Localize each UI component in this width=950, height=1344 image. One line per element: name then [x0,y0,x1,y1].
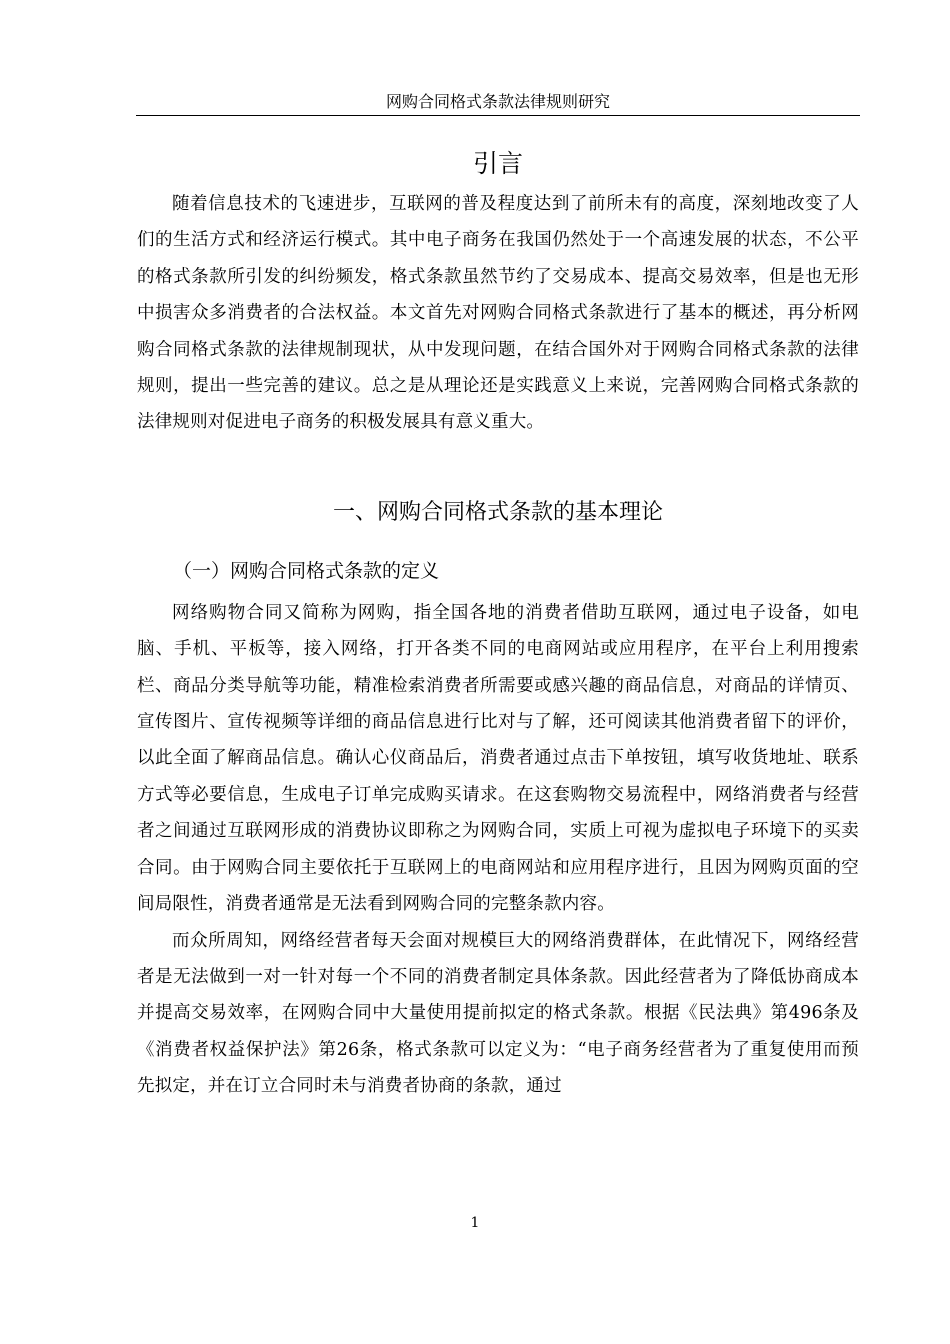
intro-paragraph: 随着信息技术的飞速进步，互联网的普及程度达到了前所未有的高度，深刻地改变了人们的生活方式和经济运行模式。其中电子商务在我国仍然处于一个高速发展的状态，不公平的格式条款所引发的纠纷频发，格式条款虽然节约了交易成本、提高交易效率，但是也无形中损害众多消费者的合法权益。本文首先对网购合同格式条款进行了基本的概述，再分析网购合同格式条款的法律规制现状，从中发现问题，在结合国外对于网购合同格式条款的法律规则，提出一些完善的建议。总之是从理论还是实践意义上来说，完善网购合同格式条款的法律规则对促进电子商务的积极发展具有意义重大。 [137,194,859,433]
spacer [137,533,859,551]
section-heading: （一）网购合同格式条款的定义 [173,559,440,582]
section-paragraph-1: 网络购物合同又简称为网购，指全国各地的消费者借助互联网，通过电子设备，如电脑、手机、平板等，接入网络，打开各类不同的电商网站或应用程序，在平台上利用搜索栏、商品分类导航等功能，精准检索消费者所需要或感兴趣的商品信息，对商品的详情页、宣传图片、宣传视频等详细的商品信息进行比对与了解，还可阅读其他消费者留下的评价，以此全面了解商品信息。确认心仪商品后，消费者通过点击下单按钮，填写收货地址、联系方式等必要信息，生成电子订单完成购买请求。在这套购物交易流程中，网络消费者与经营者之间通过互联网形成的消费协议即称之为网购合同，实质上可视为虚拟电子环境下的买卖合同。由于网购合同主要依托于互联网上的电商网站和应用程序进行，且因为网购页面的空间局限性，消费者通常是无法看到网购合同的完整条款内容。 [137,602,859,915]
page-body [137,142,859,1105]
page-number: 1 [470,1215,480,1231]
running-header-title: 网购合同格式条款法律规则研究 [385,92,610,111]
spacer [137,441,859,493]
chapter-heading: 一、网购合同格式条款的基本理论 [332,499,663,525]
section-paragraph-2: 而众所周知，网络经营者每天会面对规模巨大的网络消费群体，在此情况下，网络经营者是无法做到一对一针对每一个不同的消费者制定具体条款。因此经营者为了降低协商成本并提高交易效率，在网购合同中大量使用提前拟定的格式条款。根据《民法典》第496条及《消费者权益保护法》第26条，格式条款可以定义为：“电子商务经营者为了重复使用而预先拟定，并在订立合同时未与消费者协商的条款，通过 [137,930,859,1097]
intro-heading: 引言 [472,149,523,178]
header-rule [136,115,860,116]
